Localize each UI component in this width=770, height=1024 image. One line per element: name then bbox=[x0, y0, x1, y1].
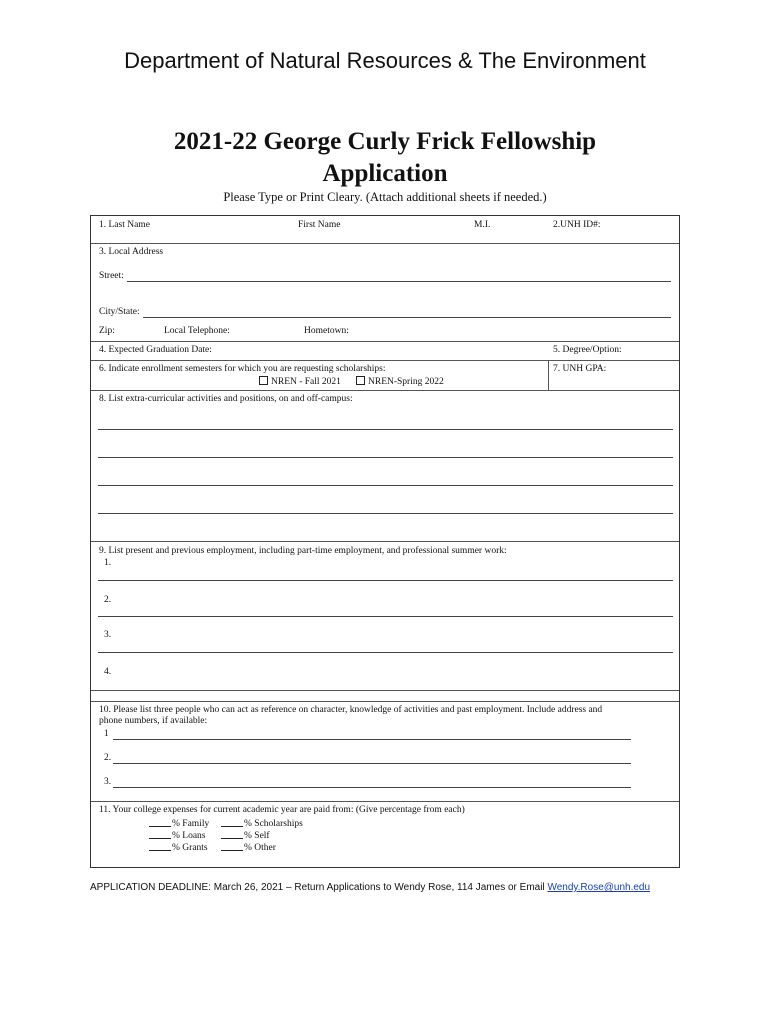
loans-label: % Loans bbox=[172, 831, 206, 841]
grants-percent[interactable] bbox=[149, 841, 208, 854]
percent-blank[interactable] bbox=[221, 817, 243, 827]
employment-item-4: 4. bbox=[104, 667, 112, 677]
expenses-label: 11. Your college expenses for current academic year are paid from: (Give percentage from each) bbox=[99, 805, 465, 815]
street-field[interactable] bbox=[127, 281, 671, 282]
percent-blank[interactable] bbox=[149, 841, 171, 851]
column-divider bbox=[548, 360, 549, 390]
checkbox-icon[interactable] bbox=[259, 376, 268, 385]
spring-2022-option[interactable] bbox=[356, 376, 444, 388]
spring-2022-label: NREN-Spring 2022 bbox=[368, 377, 444, 387]
reference-item-1: 1 bbox=[104, 729, 109, 739]
row-divider bbox=[91, 341, 679, 342]
row-divider bbox=[91, 690, 679, 691]
reference-line[interactable] bbox=[113, 739, 631, 740]
activities-line[interactable] bbox=[98, 429, 673, 430]
middle-initial-label: M.I. bbox=[474, 220, 491, 230]
reference-line[interactable] bbox=[113, 787, 631, 788]
fall-2021-label: NREN - Fall 2021 bbox=[271, 377, 341, 387]
row-divider bbox=[91, 541, 679, 542]
scholarships-label: % Scholarships bbox=[244, 819, 303, 829]
percent-blank[interactable] bbox=[221, 829, 243, 839]
row-divider bbox=[91, 701, 679, 702]
row-divider bbox=[91, 243, 679, 244]
application-form bbox=[90, 215, 680, 868]
department-heading: Department of Natural Resources & The Environment bbox=[124, 48, 646, 73]
self-label: % Self bbox=[244, 831, 270, 841]
employment-line[interactable] bbox=[98, 580, 673, 581]
telephone-label: Local Telephone: bbox=[164, 326, 230, 336]
percent-blank[interactable] bbox=[221, 841, 243, 851]
gpa-label: 7. UNH GPA: bbox=[553, 364, 607, 374]
employment-label: 9. List present and previous employment, including part-time employment, and professional summer work: bbox=[99, 546, 507, 556]
zip-label: Zip: bbox=[99, 326, 115, 336]
other-label: % Other bbox=[244, 843, 276, 853]
fall-2021-option[interactable] bbox=[259, 376, 341, 388]
city-state-label: City/State: bbox=[99, 307, 140, 317]
other-percent[interactable] bbox=[221, 841, 276, 854]
city-state-field[interactable] bbox=[143, 317, 671, 318]
form-title-line2: Application bbox=[322, 160, 448, 187]
hometown-label: Hometown: bbox=[304, 326, 349, 336]
first-name-label: First Name bbox=[298, 220, 341, 230]
reference-line[interactable] bbox=[113, 763, 631, 764]
activities-line[interactable] bbox=[98, 513, 673, 514]
form-title: 2021-22 George Curly Frick Fellowship bbox=[173, 128, 597, 155]
row-divider bbox=[91, 390, 679, 391]
percent-blank[interactable] bbox=[149, 817, 171, 827]
grants-label: % Grants bbox=[172, 843, 208, 853]
employment-item-2: 2. bbox=[104, 595, 112, 605]
email-link[interactable]: Wendy.Rose@unh.edu bbox=[547, 882, 651, 893]
references-label: 10. Please list three people who can act as reference on character, knowledge of activities and past employment. Include address and bbox=[99, 705, 603, 715]
semesters-label: 6. Indicate enrollment semesters for which you are requesting scholarships: bbox=[99, 364, 386, 374]
employment-item-1: 1. bbox=[104, 558, 112, 568]
deadline-text: APPLICATION DEADLINE: March 26, 2021 – Return Applications to Wendy Rose, 114 James or Email bbox=[90, 882, 548, 893]
references-label-line2: phone numbers, if available: bbox=[99, 716, 208, 726]
street-label: Street: bbox=[99, 271, 124, 281]
last-name-label: 1. Last Name bbox=[99, 220, 150, 230]
instructions-text: Please Type or Print Cleary. (Attach additional sheets if needed.) bbox=[223, 190, 547, 204]
row-divider bbox=[91, 360, 679, 361]
activities-line[interactable] bbox=[98, 457, 673, 458]
employment-item-3: 3. bbox=[104, 630, 112, 640]
percent-blank[interactable] bbox=[149, 829, 171, 839]
employment-line[interactable] bbox=[98, 616, 673, 617]
reference-item-3: 3. bbox=[104, 777, 112, 787]
family-label: % Family bbox=[172, 819, 210, 829]
activities-label: 8. List extra-curricular activities and positions, on and off-campus: bbox=[99, 394, 353, 404]
local-address-label: 3. Local Address bbox=[99, 247, 164, 257]
employment-line[interactable] bbox=[98, 652, 673, 653]
row-divider bbox=[91, 801, 679, 802]
reference-item-2: 2. bbox=[104, 753, 112, 763]
unh-id-label: 2.UNH ID#: bbox=[553, 220, 601, 230]
checkbox-icon[interactable] bbox=[356, 376, 365, 385]
graduation-date-label: 4. Expected Graduation Date: bbox=[99, 345, 212, 355]
degree-option-label: 5. Degree/Option: bbox=[553, 345, 622, 355]
deadline-notice bbox=[90, 882, 650, 893]
activities-line[interactable] bbox=[98, 485, 673, 486]
